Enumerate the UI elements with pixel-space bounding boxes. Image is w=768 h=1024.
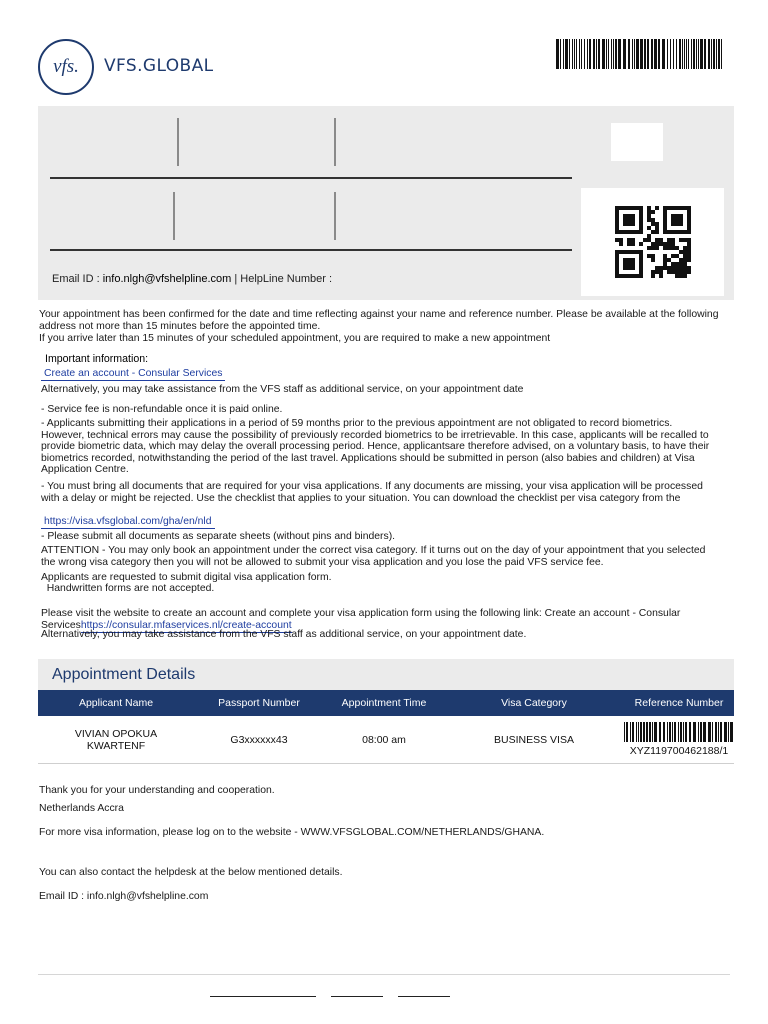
signature-line xyxy=(331,996,383,997)
column-header-applicant-name: Applicant Name xyxy=(78,697,154,709)
reference-value: XYZ119700462188/1 xyxy=(629,745,729,757)
assistance-text: Alternatively, you may take assistance from the VFS staff as additional service, on your appointment date xyxy=(41,384,524,395)
cell-reference-number xyxy=(624,716,734,763)
checklist-link-wrapper xyxy=(41,516,215,528)
logo-mark-text: vfs. xyxy=(53,56,79,77)
separate-sheets-text: - Please submit all documents as separate sheets (without pins and binders). xyxy=(41,531,396,542)
attention-text: ATTENTION - You may only book an appointment under the correct visa category. If it turns out on the day of your appointment that you selected the wrong visa category then you will not be allowed to submit your visa application and you lose the paid VFS service fee. xyxy=(41,545,706,568)
passport-value: G3xxxxxx43 xyxy=(230,733,288,746)
vfs-logo-wordmark: VFS.GLOBAL xyxy=(104,56,214,76)
field-divider xyxy=(334,192,336,240)
photo-placeholder xyxy=(611,123,663,161)
qr-code-icon xyxy=(615,206,691,278)
helpdesk-text: You can also contact the helpdesk at the below mentioned details. xyxy=(39,867,343,878)
handwritten-text: Handwritten forms are not accepted. xyxy=(41,583,215,594)
email-footer-text: Email ID : info.nlgh@vfshelpline.com xyxy=(39,891,209,902)
office-text: Netherlands Accra xyxy=(39,803,124,814)
digital-form-text: Applicants are requested to submit digital visa application form. xyxy=(41,572,332,583)
email-value: info.nlgh@vfshelpline.com xyxy=(102,273,232,285)
vfs-logo-mark xyxy=(38,39,94,95)
field-underline xyxy=(50,249,572,251)
service-fee-text: - Service fee is non-refundable once it is paid online. xyxy=(41,404,283,415)
important-info-heading: Important information: xyxy=(45,353,149,365)
create-account-link[interactable]: Create an account - Consular Services xyxy=(44,368,223,379)
cell-passport-number xyxy=(194,716,324,763)
footer-divider xyxy=(38,974,730,975)
barcode-icon xyxy=(556,39,722,69)
more-info-text: For more visa information, please log on to the website - WWW.VFSGLOBAL.COM/NETHERLANDS/GHANA. xyxy=(39,827,545,838)
consular-link[interactable]: https://consular.mfaservices.nl/create-account xyxy=(80,619,292,631)
field-underline xyxy=(50,177,572,179)
cell-appointment-time xyxy=(324,716,444,763)
assistance-text-2: Alternatively, you may take assistance from the VFS staff as additional service, on your appointment date. xyxy=(41,629,527,640)
applicant-info-box xyxy=(38,106,734,300)
column-header-appointment-time: Appointment Time xyxy=(341,697,427,709)
biometrics-text: - Applicants submitting their applications in a period of 59 months prior to the previous appointment are not obligated to record biometrics. However, technical errors may cause the possibility of previously recorded biometrics to be irretrievable. In this case, applicants will be recalled to provide biometric data, which may delay the overall processing period. Hence, applicantsare therefore advised, on a voluntary basis, to have their biometrics recorded, notwithstanding the period of the last travel. Applications should be submitted in person (also babies and children) at Visa Application Centre. xyxy=(41,418,710,476)
email-label: Email ID : xyxy=(52,273,103,285)
appointment-table-header xyxy=(38,690,734,716)
column-header-visa-category: Visa Category xyxy=(501,697,567,709)
qr-code-panel xyxy=(581,188,724,296)
signature-line xyxy=(210,996,316,997)
applicant-name-line2: KWARTENF xyxy=(86,739,146,752)
checklist-link[interactable]: https://visa.vfsglobal.com/gha/en/nld xyxy=(44,516,212,527)
table-row xyxy=(38,716,734,764)
documents-text: - You must bring all documents that are required for your visa applications. If any documents are missing, your visa application will be processed with a delay or might be rejected. Use the checklist that applies to your situation. You can download the checklist per visa category from the xyxy=(41,481,703,504)
reference-barcode-icon xyxy=(624,722,734,742)
helpline-label: | HelpLine Number : xyxy=(231,273,332,285)
visit-website-label: Please visit the website to create an account and complete your visa application form using the following link: Create an account - Consular Services xyxy=(41,608,681,631)
appointment-details-title: Appointment Details xyxy=(52,666,196,683)
cell-applicant-name xyxy=(38,716,194,763)
confirmation-text: Your appointment has been confirmed for the date and time reflecting against your name and reference number. Please be available at the following address not more than 15 minutes before the appointed time. xyxy=(39,309,719,332)
late-arrival-text: If you arrive later than 15 minutes of your scheduled appointment, you are required to make a new appointment xyxy=(39,333,551,344)
cell-visa-category xyxy=(444,716,624,763)
create-account-link-wrapper xyxy=(41,368,225,380)
contact-line xyxy=(52,273,332,285)
field-divider xyxy=(177,118,179,166)
time-value: 08:00 am xyxy=(362,733,406,746)
column-header-reference-number: Reference Number xyxy=(634,697,724,709)
visit-website-text xyxy=(41,608,714,631)
signature-line xyxy=(398,996,450,997)
thanks-text: Thank you for your understanding and cooperation. xyxy=(39,785,275,796)
field-divider xyxy=(173,192,175,240)
column-header-passport-number: Passport Number xyxy=(218,697,300,709)
field-divider xyxy=(334,118,336,166)
visa-category-value: BUSINESS VISA xyxy=(494,733,574,746)
applicant-name-line1: VIVIAN OPOKUA xyxy=(74,727,158,740)
appointment-details-header xyxy=(38,659,734,690)
